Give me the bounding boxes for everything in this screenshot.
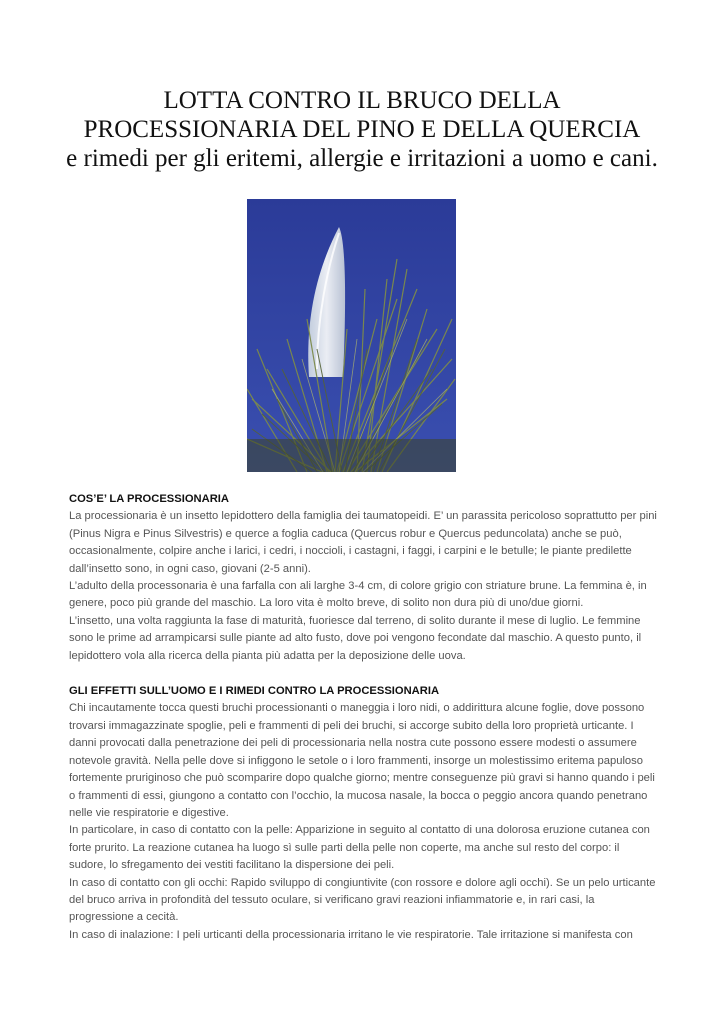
paragraph: In particolare, in caso di contatto con la pelle: Apparizione in seguito al contatto di una dolorosa eruzione cutanea con forte prurito. La reazione cutanea ha luogo sì sulle parti della pelle non coperte, ma anche sul resto del corpo: il sudore, lo sfregamento dei vestiti facilitano la dispersione dei peli.	[69, 824, 650, 872]
paragraph: In caso di contatto con gli occhi: Rapido sviluppo di congiuntivite (con rossore e dolore agli occhi). Se un pelo urticante del bruco arriva in profondità del tessuto oculare, si verificano gravi reazioni infiammatorie e, in rari casi, la progressione a cecità.	[69, 876, 656, 924]
section-heading-processionaria: COS’E’ LA PROCESSIONARIA	[69, 493, 229, 505]
paragraph: L’insetto, una volta raggiunta la fase di maturità, fuoriesce dal terreno, di solito durante il mese di luglio. Le femmine sono le prime ad arrampicarsi sulle piante ad alto fusto, dove poi vengono fecondate dal maschio. A questo punto, il lepidottero vola alla ricerca della pianta più adatta per la deposizione delle uova.	[69, 614, 642, 662]
pine-caterpillar-nest-photo	[247, 199, 456, 472]
paragraph: La processionaria è un insetto lepidottero della famiglia dei taumatopeidi. E’ un parassita pericoloso soprattutto per pini (Pinus Nigra e Pinus Silvestris) e querce a foglia caduca (Quercus robur e Quercus peduncolata) anche se può, occasionalmente, colpire anche i larici, i cedri, i noccioli, i castagni, i faggi, i carpini e le betulle; le piante predilette dall’insetto sono, in ogni caso, giovani (2-5 anni).	[69, 510, 657, 575]
title-line-2: PROCESSIONARIA DEL PINO E DELLA QUERCIA	[83, 116, 641, 143]
paragraph: L’adulto della processonaria è una farfalla con ali larghe 3-4 cm, di colore grigio con striature brune. La femmina è, in genere, poco più grande del maschio. La loro vita è molto breve, di solito non dura più di uno/due giorni.	[69, 580, 647, 610]
paragraph: Chi incautamente tocca questi bruchi processionanti o maneggia i loro nidi, o addirittura alcune foglie, dove possono trovarsi immagazzinate spoglie, peli e frammenti di peli dei bruchi, si accorge subito della loro proprietà urticante. I danni provocati dalla penetrazione dei peli di processionaria nella nostra cute possono essere modesti o assumere notevole gravità. Nella pelle dove si infiggono le setole o i loro frammenti, insorge un molestissimo eritema papuloso fortemente pruriginoso che può scomparire dopo qualche giorno; mentre conseguenze più gravi si hanno quando i peli o frammenti di essi, giungono a contatto con l’occhio, la mucosa nasale, la bocca o peggio ancora quando penetrano nelle vie respiratorie e digestive.	[69, 702, 655, 819]
nest-photo-illustration	[247, 199, 456, 472]
document-title	[40, 86, 684, 173]
section-heading-effetti: GLI EFFETTI SULL’UOMO E I RIMEDI CONTRO LA PROCESSIONARIA	[69, 685, 440, 698]
subtitle: e rimedi per gli eritemi, allergie e irritazioni a uomo e cani.	[66, 145, 658, 172]
title-line-1: LOTTA CONTRO IL BRUCO DELLA	[163, 87, 561, 114]
paragraph: In caso di inalazione: I peli urticanti della processionaria irritano le vie respiratorie. Tale irritazione si manifesta con	[69, 928, 633, 941]
document-body	[69, 491, 659, 944]
